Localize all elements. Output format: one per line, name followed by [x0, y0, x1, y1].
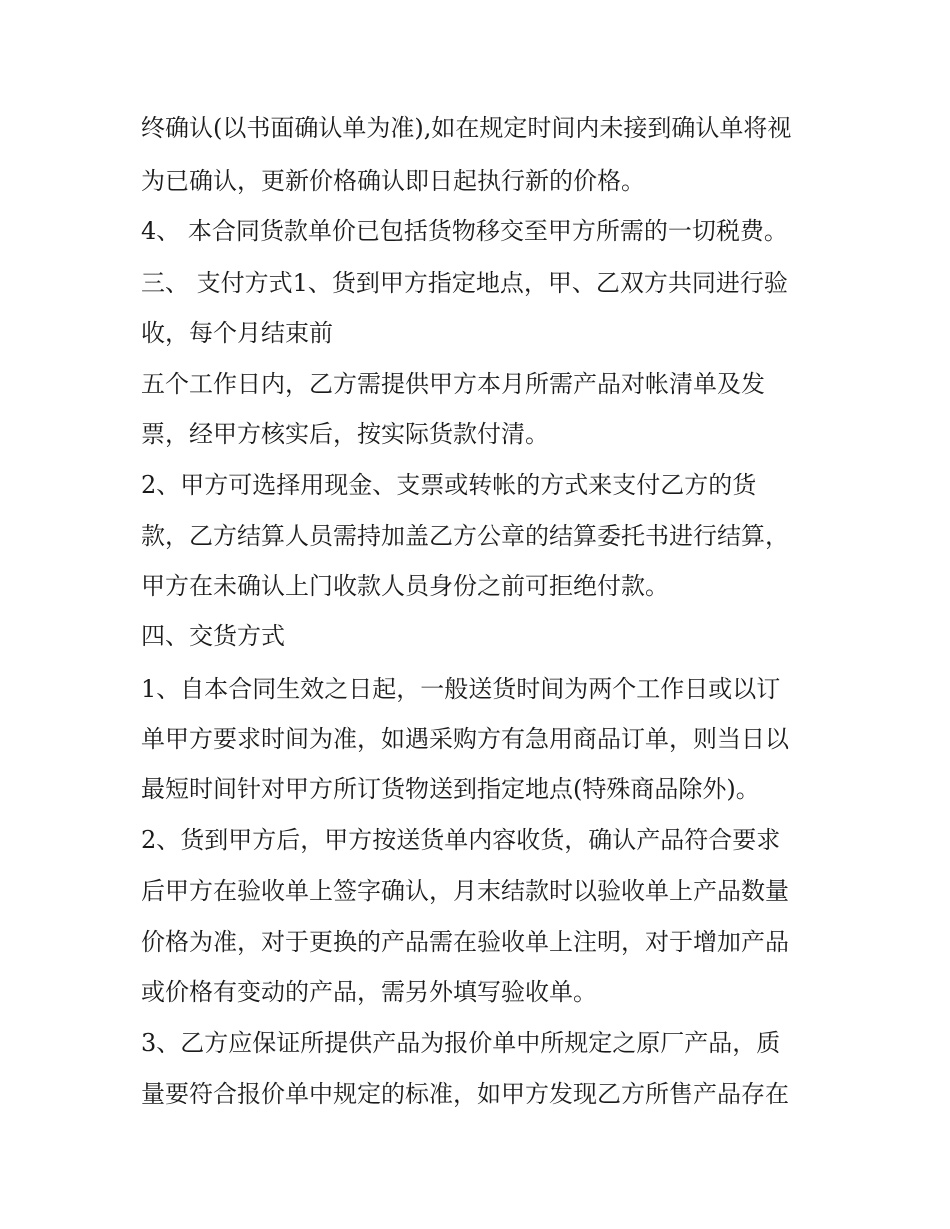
- text-line: 1、自本合同生效之日起，一般送货时间为两个工作日或以订: [141, 675, 781, 703]
- text-line: 量要符合报价单中规定的标准，如甲方发现乙方所售产品存在: [141, 1080, 789, 1108]
- text-line: 2、甲方可选择用现金、支票或转帐的方式来支付乙方的货: [141, 471, 757, 499]
- text-line: 3、乙方应保证所提供产品为报价单中所规定之原厂产品，质: [141, 1029, 781, 1057]
- section-heading: 四、交货方式: [141, 622, 285, 650]
- text-line: 2、货到甲方后，甲方按送货单内容收货，确认产品符合要求: [141, 826, 781, 854]
- text-line: 为已确认，更新价格确认即日起执行新的价格。: [141, 167, 645, 195]
- text-line: 或价格有变动的产品，需另外填写验收单。: [141, 978, 597, 1006]
- text-line: 最短时间针对甲方所订货物送到指定地点(特殊商品除外)。: [141, 775, 760, 803]
- text-line: 票，经甲方核实后，按实际货款付清。: [141, 420, 549, 448]
- text-line: 价格为准，对于更换的产品需在验收单上注明，对于增加产品: [141, 928, 789, 956]
- text-line: 甲方在未确认上门收款人员身份之前可拒绝付款。: [141, 572, 669, 600]
- text-line: 收，每个月结束前: [141, 319, 333, 347]
- text-line: 终确认(以书面确认单为准),如在规定时间内未接到确认单将视: [141, 114, 792, 142]
- text-line: 三、 支付方式1、货到甲方指定地点，甲、乙双方共同进行验: [141, 269, 788, 297]
- text-line: 款，乙方结算人员需持加盖乙方公章的结算委托书进行结算，: [141, 522, 789, 550]
- text-line: 单甲方要求时间为准，如遇采购方有急用商品订单，则当日以: [141, 725, 789, 753]
- text-line: 五个工作日内，乙方需提供甲方本月所需产品对帐清单及发: [141, 370, 765, 398]
- text-line: 4、 本合同货款单价已包括货物移交至甲方所需的一切税费。: [141, 217, 788, 245]
- text-line: 后甲方在验收单上签字确认，月末结款时以验收单上产品数量: [141, 877, 789, 905]
